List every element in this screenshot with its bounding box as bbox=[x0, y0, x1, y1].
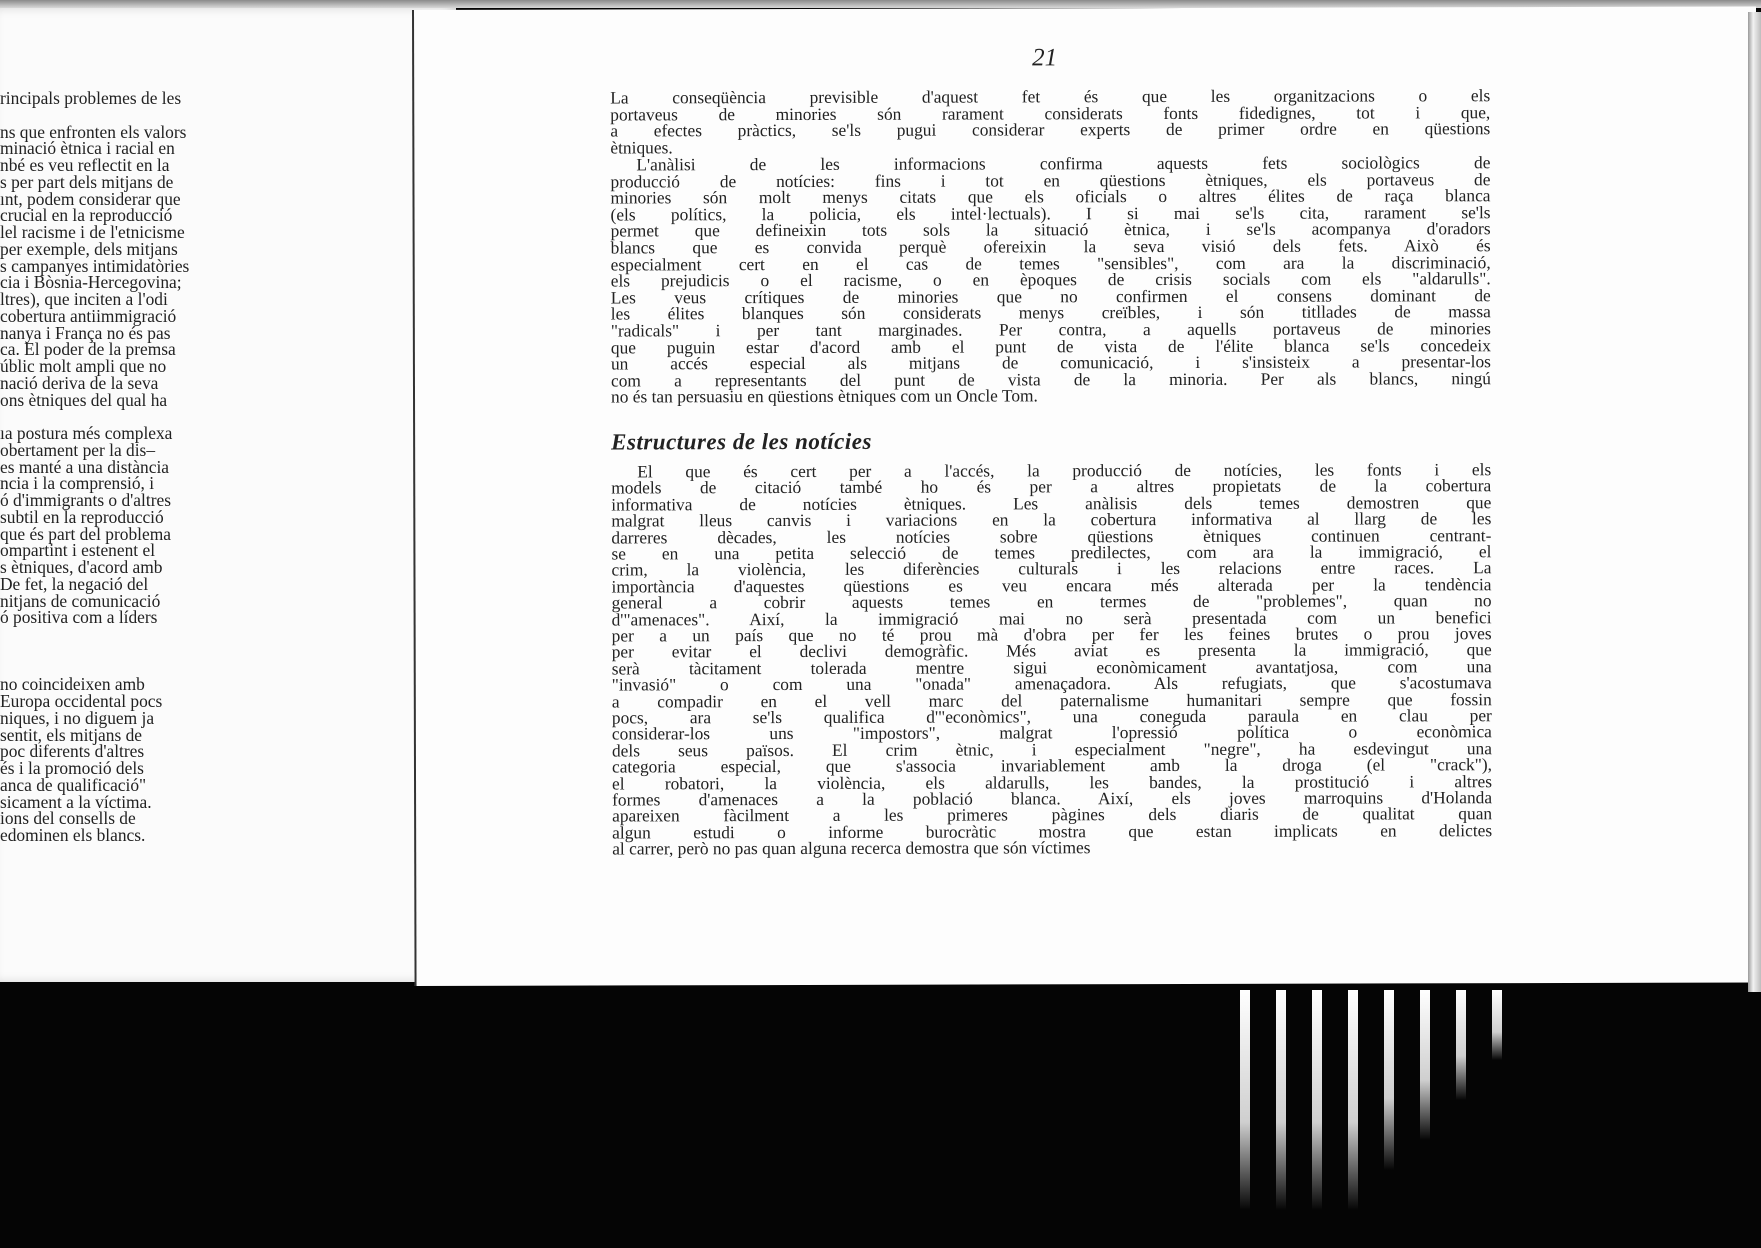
text-line: blancs que es convida perquè ofereixin la seva visió dels fets. Això és bbox=[610, 235, 1491, 258]
text-line: un accés especial als mitjans de comunicació, i s'insisteix a presentar-los bbox=[610, 351, 1491, 374]
text-line: especialment cert en el cas de temes "sensibles", com ara la discriminació, bbox=[610, 251, 1491, 275]
text-line: sentit, els mitjans de bbox=[0, 724, 143, 745]
text-line: importància d'aquestes qüestions es veu encara més alterada per la tendència bbox=[611, 573, 1492, 597]
text-line: models de citació també ho és per a altres propietats de la cobertura bbox=[611, 475, 1492, 498]
text-line: malgrat lleus canvis i variacions en la cobertura informativa al llarg de les bbox=[611, 508, 1492, 531]
text-line: cia i Bòsnia-Hercegovina; bbox=[0, 272, 182, 293]
text-line: per exemple, dels mitjans bbox=[0, 238, 178, 259]
text-line: ltres), que inciten a l'odi bbox=[0, 289, 168, 309]
text-line: nanya i França no és pas bbox=[0, 322, 171, 343]
text-line: dels seus països. El crim ètnic, i especialment "negre", ha esdevingut una bbox=[611, 737, 1492, 761]
text-line: com a representants del punt de vista de la minoria. Per als blancs, ningú bbox=[610, 367, 1491, 391]
text-line: serà tàcitament tolerada mentre sigui econòmicament avantatjosa, com una bbox=[611, 655, 1492, 679]
text-line: La conseqüència previsible d'aquest fet és que les organitzacions o els bbox=[610, 85, 1491, 108]
text-line: "radicals" i per tant marginades. Per contra, a aquells portaveus de minories bbox=[610, 318, 1491, 341]
text-line: niques, i no diguem ja bbox=[0, 707, 155, 728]
text-line: s per part dels mitjans de bbox=[0, 171, 174, 192]
text-line: producció de notícies: fins i tot en qüestions ètniques, els portaveus de bbox=[610, 168, 1491, 192]
text-line: ompartint i estenent el bbox=[0, 540, 156, 561]
text-line: el robatori, la violència, els aldarulls, les bandes, la prostitució i altres bbox=[611, 770, 1493, 794]
right-page bbox=[412, 6, 1759, 986]
text-line: nitjans de comunicació bbox=[0, 590, 161, 611]
text-line: minories són molt menys citats que els oficials o altres élites de raça blanca bbox=[610, 185, 1491, 208]
text-line: a efectes pràctics, se'ls pugui considerar experts de primer ordre en qüestions bbox=[610, 118, 1491, 141]
text-line: ètniques. bbox=[610, 137, 673, 158]
text-line: no és tan persuasiu en qüestions ètniques com un Oncle Tom. bbox=[610, 385, 1038, 407]
text-line: apareixen fàcilment a les primeres pàgines dels diaris de qualitat quan bbox=[612, 803, 1493, 826]
text-line: ó positiva com a líders bbox=[0, 607, 158, 628]
text-line: general a cobrir aquests temes en termes de "problemes", quan no bbox=[611, 590, 1492, 613]
text-line: s ètniques, d'acord amb bbox=[0, 557, 163, 577]
text-line: subtil en la reproducció bbox=[0, 506, 164, 527]
text-line: al carrer, però no pas quan alguna recerca demostra que són víctimes bbox=[612, 837, 1091, 859]
section-heading: Estructures de les notícies bbox=[611, 428, 872, 455]
text-line: ns que enfronten els valors bbox=[0, 121, 187, 142]
text-line: Les veus crítiques de minories que no confirmen el consens dominant de bbox=[610, 284, 1491, 308]
text-line: obertament per la dis– bbox=[0, 439, 156, 460]
text-line: és i la promoció dels bbox=[0, 758, 144, 778]
text-line: crucial en la reproducció bbox=[0, 205, 173, 226]
text-line: informativa de notícies ètniques. Les anàlisis dels temes demostren que bbox=[611, 491, 1492, 515]
text-line: per evitar el declivi demogràfic. Més aviat es presenta la immigració, que bbox=[611, 639, 1492, 662]
text-line: s campanyes intimidatòries bbox=[0, 255, 190, 276]
text-line: edominen els blancs. bbox=[0, 825, 146, 845]
text-line: categoria especial, que s'associa invariablement amb la droga (el "crack"), bbox=[611, 754, 1493, 777]
text-line: que puguin estar d'acord amb el punt de vista de l'élite blanca se'ls concedeix bbox=[610, 334, 1491, 358]
text-line: De fet, la negació del bbox=[0, 573, 149, 594]
text-line: ınt, podem considerar que bbox=[0, 188, 181, 209]
text-line: anca de qualificació" bbox=[0, 774, 147, 795]
text-line: que és part del problema bbox=[0, 523, 171, 544]
text-line: ons ètniques del qual ha bbox=[0, 389, 168, 410]
text-line: rincipals problemes de les bbox=[0, 88, 182, 108]
text-line: minació ètnica i racial en bbox=[0, 138, 175, 159]
text-line: nació deriva de la seva bbox=[0, 372, 159, 393]
text-line: "invasió" o com una "onada" amenaçadora. Als refugiats, que s'acostumava bbox=[611, 672, 1492, 695]
text-line: les élites blanques són considerats menys creïbles, i són titllades de massa bbox=[610, 301, 1491, 324]
text-line: ıa postura més complexa bbox=[0, 423, 173, 443]
text-line: L'anàlisi de les informacions confirma aquests fets sociològics de bbox=[636, 152, 1491, 175]
page-edge-strip bbox=[1748, 12, 1761, 992]
text-line: se en una petita selecció de temes predilectes, com ara la immigració, el bbox=[611, 541, 1492, 564]
text-line: d'"amenaces". Així, la immigració mai no serà presentada com un benefici bbox=[611, 606, 1492, 630]
text-line: per a un país que no té prou mà d'obra per fer les feines brutes o prou joves bbox=[611, 623, 1492, 646]
left-page bbox=[0, 8, 456, 982]
scan-light-streaks bbox=[1240, 990, 1540, 1248]
text-line: no coincideixen amb bbox=[0, 674, 145, 695]
text-line: permet que defineixin tots sols la situació ètnica, i se'ls acompanya d'oradors bbox=[610, 218, 1491, 241]
text-line: considerar-los uns "impostors", malgrat l'opressió política o econòmica bbox=[611, 721, 1492, 744]
text-line: formes d'amenaces a la població blanca. Així, els joves marroquins d'Holanda bbox=[612, 787, 1493, 810]
text-line: a compadir en el vell marc del paternalisme humanitari sempre que fossin bbox=[611, 688, 1492, 712]
text-line: Europa occidental pocs bbox=[0, 691, 163, 711]
text-line: ó d'immigrants o d'altres bbox=[0, 490, 171, 510]
text-line: ncia i la comprensió, i bbox=[0, 473, 155, 494]
page-number: 21 bbox=[1032, 44, 1058, 72]
text-line: ions del consells de bbox=[0, 808, 136, 829]
text-line: nbé es veu reflectit en la bbox=[0, 155, 170, 175]
text-line: es manté a una distància bbox=[0, 456, 170, 477]
text-line: ca. El poder de la premsa bbox=[0, 339, 176, 360]
text-line: úblic molt ampli que no bbox=[0, 356, 167, 376]
text-line: sicament a la víctima. bbox=[0, 791, 152, 812]
text-line: pocs, ara se'ls qualifica d'"econòmics", una coneguda paraula en clau per bbox=[611, 705, 1492, 728]
text-line: El que és cert per a l'accés, la producció de notícies, les fonts i els bbox=[637, 459, 1492, 482]
text-line: els prejudicis o el racisme, o en èpoques de crisis socials com els "aldarulls". bbox=[610, 268, 1491, 291]
text-line: poc diferents d'altres bbox=[0, 741, 145, 762]
text-line: crim, la violència, les diferències culturals i les relacions entre races. La bbox=[611, 557, 1492, 580]
text-line: cobertura antiimmigració bbox=[0, 305, 177, 326]
text-line: (els polítics, la policia, els intel·lectuals). I si mai se'ls cita, rarament se'ls bbox=[610, 201, 1491, 225]
text-line: algun estudi o informe burocràtic mostra que estan implicats en delictes bbox=[612, 819, 1493, 843]
text-line: lel racisme i de l'etnicisme bbox=[0, 222, 185, 242]
text-line: portaveus de minories són rarament considerats fonts fidedignes, tot i que, bbox=[610, 101, 1491, 125]
text-line: darreres dècades, les notícies sobre qüestions ètniques continuen centrant- bbox=[611, 524, 1492, 548]
